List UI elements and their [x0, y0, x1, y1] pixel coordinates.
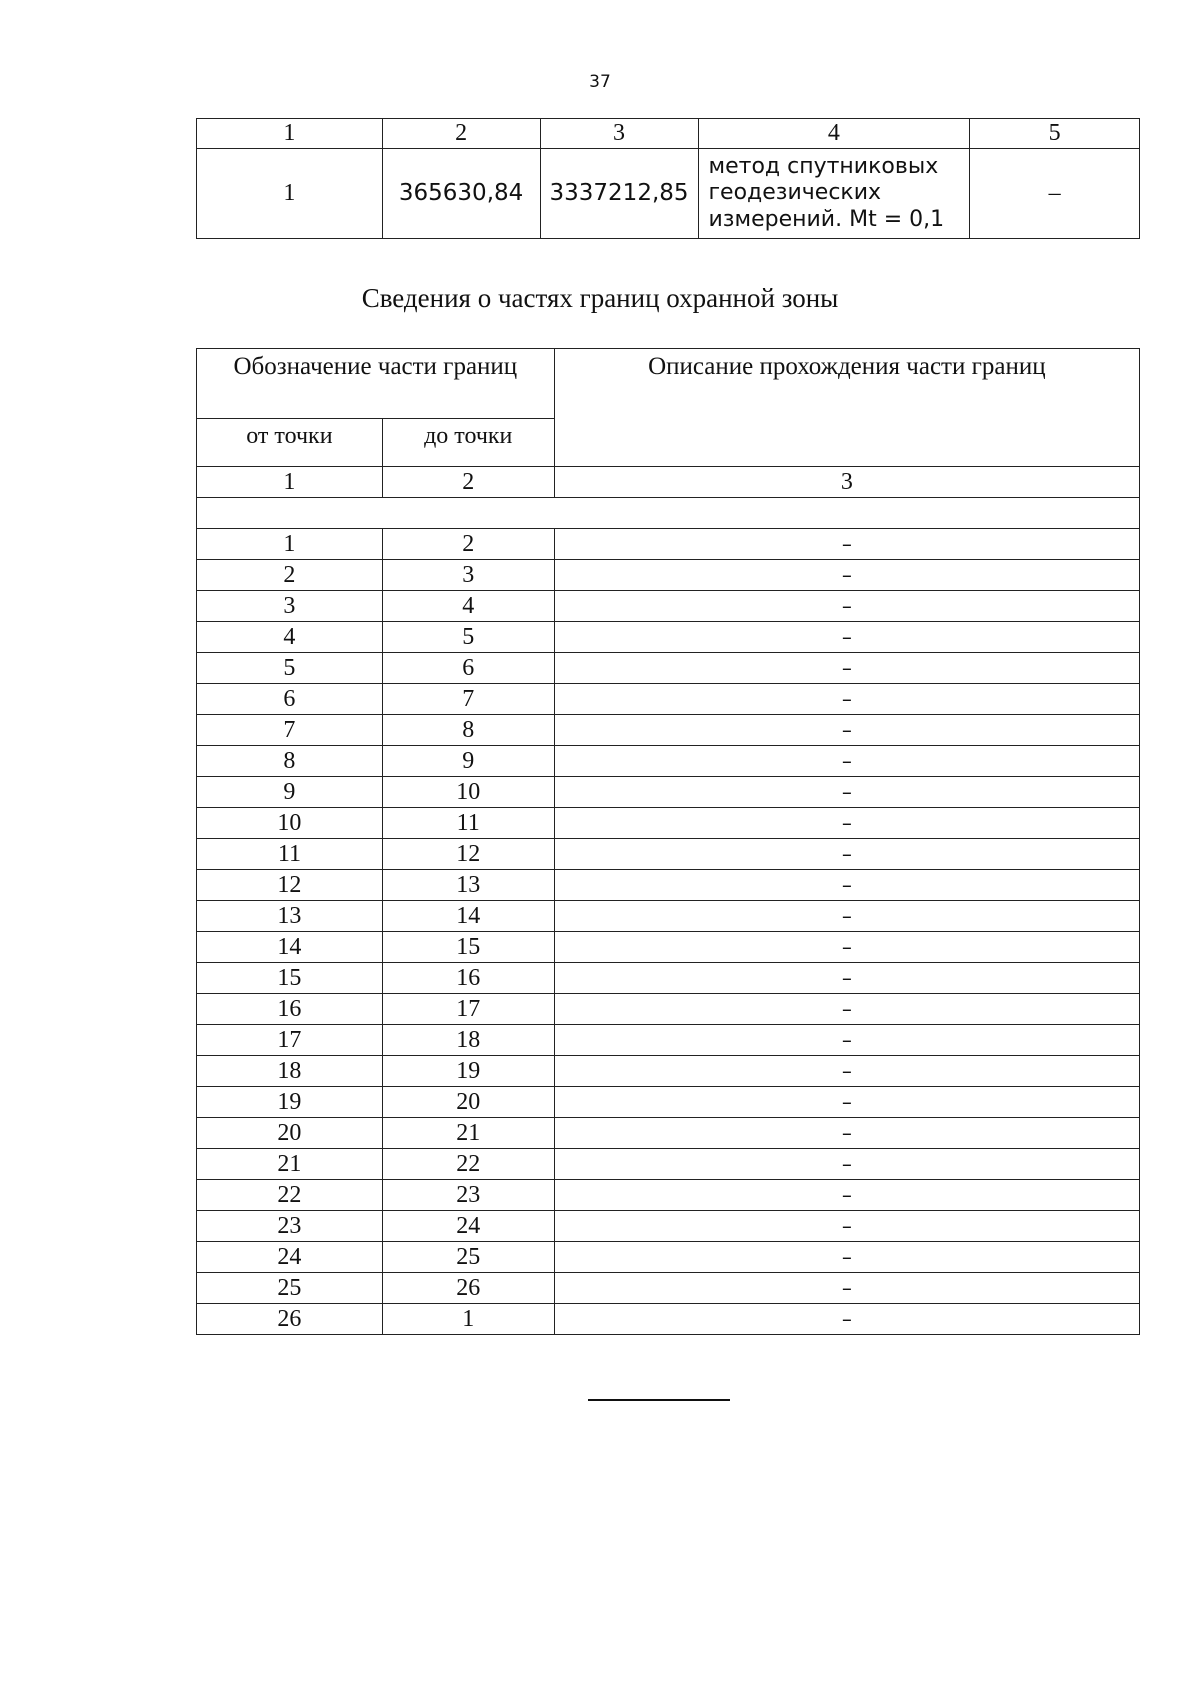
description-cell: –: [554, 1056, 1139, 1087]
table-row: [197, 1180, 1140, 1211]
table-row: [197, 529, 1140, 560]
to-point-cell: 22: [382, 1149, 554, 1180]
table-row: [197, 622, 1140, 653]
to-point-cell: 21: [382, 1118, 554, 1149]
to-point-cell: 11: [382, 808, 554, 839]
to-point-cell: 6: [382, 653, 554, 684]
from-point-cell: 4: [197, 622, 383, 653]
description-cell: –: [554, 1087, 1139, 1118]
end-divider: [588, 1399, 730, 1401]
description-cell: –: [554, 622, 1139, 653]
to-point-cell: 3: [382, 560, 554, 591]
table-row: [197, 808, 1140, 839]
table-row: [197, 777, 1140, 808]
empty-cell: [197, 498, 1140, 529]
table-row: [197, 839, 1140, 870]
table-row: [197, 746, 1140, 777]
to-point-cell: 10: [382, 777, 554, 808]
coordinate-x: 365630,84: [382, 149, 540, 239]
column-number: 1: [197, 467, 383, 498]
description-cell: –: [554, 591, 1139, 622]
table-row: [197, 1304, 1140, 1335]
from-point-cell: 18: [197, 1056, 383, 1087]
to-point-cell: 8: [382, 715, 554, 746]
description-cell: –: [554, 560, 1139, 591]
to-point-header: до точки: [382, 419, 554, 467]
from-point-cell: 5: [197, 653, 383, 684]
column-numbers-row: [197, 467, 1140, 498]
description-cell: –: [554, 808, 1139, 839]
description-cell: –: [554, 529, 1139, 560]
description-cell: –: [554, 870, 1139, 901]
point-number: 1: [197, 149, 383, 239]
from-point-cell: 24: [197, 1242, 383, 1273]
table-row: [197, 1273, 1140, 1304]
from-point-cell: 14: [197, 932, 383, 963]
from-point-cell: 1: [197, 529, 383, 560]
from-point-cell: 2: [197, 560, 383, 591]
table-row: [197, 901, 1140, 932]
description-cell: –: [554, 715, 1139, 746]
measurement-method: [698, 149, 970, 239]
from-point-cell: 10: [197, 808, 383, 839]
from-point-cell: 9: [197, 777, 383, 808]
table-row: [197, 591, 1140, 622]
table-row: [197, 1056, 1140, 1087]
section-title: Сведения о частях границ охранной зоны: [361, 283, 839, 313]
coordinate-y: 3337212,85: [540, 149, 698, 239]
from-point-cell: 11: [197, 839, 383, 870]
description-cell: –: [554, 1118, 1139, 1149]
to-point-cell: 26: [382, 1273, 554, 1304]
designation-header: Обозначение части границ: [197, 349, 555, 419]
page-number: 37: [589, 72, 611, 92]
description-cell: –: [554, 932, 1139, 963]
column-number: 2: [382, 467, 554, 498]
column-number: 3: [540, 119, 698, 149]
description-cell: –: [554, 1025, 1139, 1056]
description-cell: –: [554, 963, 1139, 994]
table-row: [197, 963, 1140, 994]
table-row: [197, 560, 1140, 591]
table-row: [197, 653, 1140, 684]
description-cell: –: [554, 1273, 1139, 1304]
from-point-cell: 7: [197, 715, 383, 746]
to-point-cell: 19: [382, 1056, 554, 1087]
description-cell: –: [554, 1211, 1139, 1242]
table-row: [197, 684, 1140, 715]
from-point-cell: 6: [197, 684, 383, 715]
empty-row: [197, 498, 1140, 529]
description-cell: –: [554, 1149, 1139, 1180]
description-cell: –: [554, 1304, 1139, 1335]
table-row: [197, 1087, 1140, 1118]
from-point-cell: 23: [197, 1211, 383, 1242]
coordinates-data-row: [197, 149, 1140, 239]
from-point-header: от точки: [197, 419, 383, 467]
to-point-cell: 4: [382, 591, 554, 622]
boundary-parts-table: [196, 348, 1140, 1335]
to-point-cell: 9: [382, 746, 554, 777]
from-point-cell: 20: [197, 1118, 383, 1149]
to-point-cell: 15: [382, 932, 554, 963]
table-row: [197, 715, 1140, 746]
to-point-cell: 14: [382, 901, 554, 932]
description-cell: –: [554, 653, 1139, 684]
column-number: 2: [382, 119, 540, 149]
to-point-cell: 1: [382, 1304, 554, 1335]
description-cell: –: [554, 1242, 1139, 1273]
from-point-cell: 19: [197, 1087, 383, 1118]
parts-header-row: [197, 349, 1140, 419]
table-row: [197, 932, 1140, 963]
from-point-cell: 12: [197, 870, 383, 901]
column-number: 5: [970, 119, 1140, 149]
table-row: [197, 1149, 1140, 1180]
to-point-cell: 7: [382, 684, 554, 715]
to-point-cell: 25: [382, 1242, 554, 1273]
to-point-cell: 24: [382, 1211, 554, 1242]
description-header: Описание прохождения части границ: [554, 349, 1139, 467]
column-number: 3: [554, 467, 1139, 498]
column-number: 1: [197, 119, 383, 149]
note-cell: –: [970, 149, 1140, 239]
method-line: геодезических: [708, 180, 882, 206]
table-row: [197, 870, 1140, 901]
to-point-cell: 18: [382, 1025, 554, 1056]
from-point-cell: 25: [197, 1273, 383, 1304]
to-point-cell: 5: [382, 622, 554, 653]
from-point-cell: 8: [197, 746, 383, 777]
table-row: [197, 1118, 1140, 1149]
description-cell: –: [554, 777, 1139, 808]
to-point-cell: 23: [382, 1180, 554, 1211]
coordinates-table: [196, 118, 1140, 239]
to-point-cell: 20: [382, 1087, 554, 1118]
to-point-cell: 2: [382, 529, 554, 560]
description-cell: –: [554, 746, 1139, 777]
to-point-cell: 12: [382, 839, 554, 870]
from-point-cell: 17: [197, 1025, 383, 1056]
from-point-cell: 3: [197, 591, 383, 622]
column-number: 4: [698, 119, 970, 149]
description-cell: –: [554, 684, 1139, 715]
description-cell: –: [554, 994, 1139, 1025]
from-point-cell: 26: [197, 1304, 383, 1335]
description-cell: –: [554, 1180, 1139, 1211]
from-point-cell: 21: [197, 1149, 383, 1180]
table-row: [197, 1211, 1140, 1242]
table-row: [197, 994, 1140, 1025]
description-cell: –: [554, 901, 1139, 932]
method-line: метод спутниковых: [708, 153, 939, 179]
from-point-cell: 15: [197, 963, 383, 994]
from-point-cell: 16: [197, 994, 383, 1025]
description-cell: –: [554, 839, 1139, 870]
from-point-cell: 13: [197, 901, 383, 932]
coordinates-header-row: [197, 119, 1140, 149]
to-point-cell: 13: [382, 870, 554, 901]
table-row: [197, 1242, 1140, 1273]
from-point-cell: 22: [197, 1180, 383, 1211]
table-row: [197, 1025, 1140, 1056]
to-point-cell: 17: [382, 994, 554, 1025]
method-line: измерений. Mt = 0,1: [708, 206, 945, 232]
to-point-cell: 16: [382, 963, 554, 994]
